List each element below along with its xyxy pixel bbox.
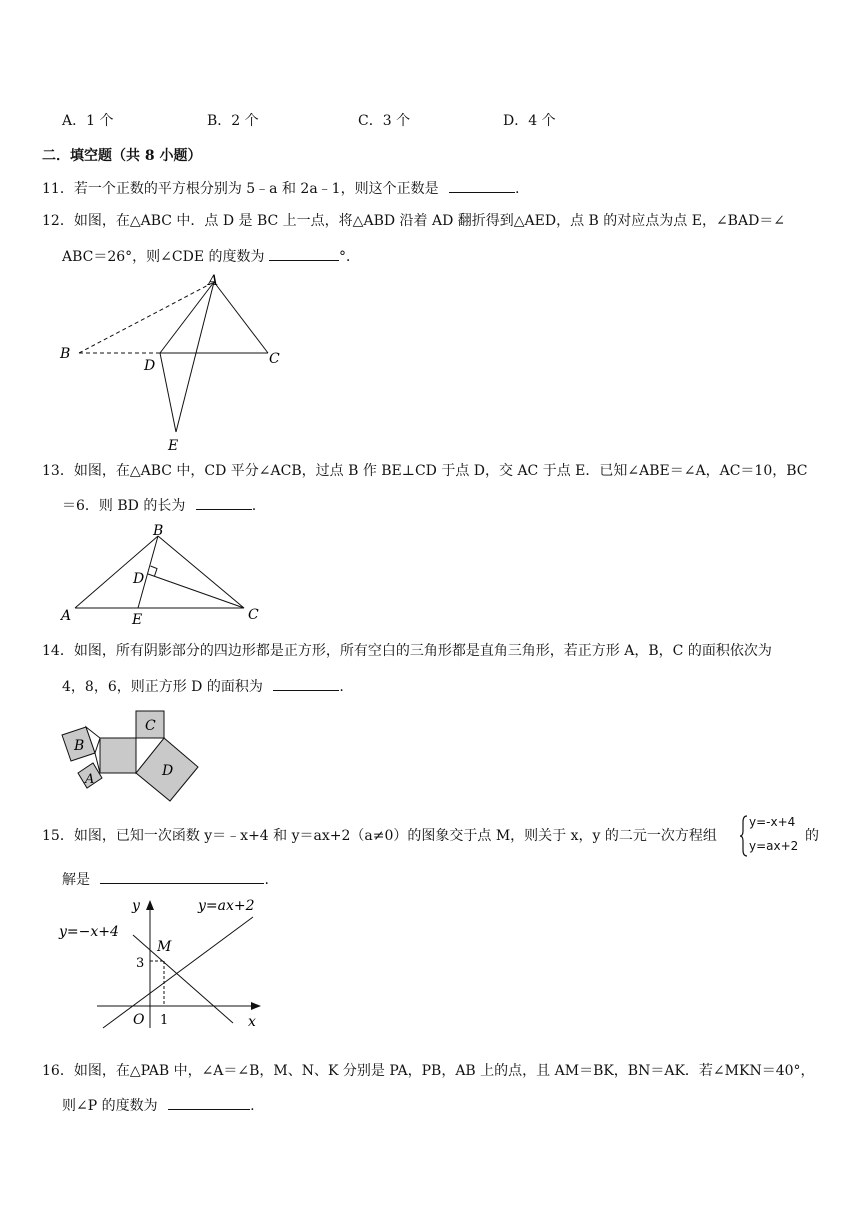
- label-C: C: [269, 351, 280, 367]
- label-C: C: [145, 718, 156, 734]
- label-A: A: [61, 608, 72, 624]
- line-y-neg-x-plus-4: [133, 935, 233, 1023]
- equation-1: y=-x+4: [749, 815, 796, 829]
- question-11-text: 11．若一个正数的平方根分别为 5﹣a 和 2a﹣1，则这个正数是: [42, 181, 439, 197]
- point-M-label: M: [157, 939, 172, 955]
- x-axis-arrow: [251, 1002, 261, 1010]
- question-16-end: .: [250, 1098, 255, 1114]
- origin-label: O: [133, 1012, 145, 1028]
- question-12-line2: [62, 246, 360, 267]
- option-b: B．2 个: [207, 113, 259, 129]
- figure-12: [52, 270, 292, 455]
- question-15-line1-tail: 的: [805, 828, 819, 844]
- question-13-line2-text: ＝6．则 BD 的长为: [62, 498, 186, 514]
- question-12-line1: 12．如图，在△ABC 中．点 D 是 BC 上一点，将△ABD 沿着 AD 翻折得到△AED，点 B 的对应点为点 E，∠BAD＝∠: [42, 213, 786, 229]
- option-c: C．3 个: [358, 113, 411, 129]
- question-15-line2-text: 解是: [62, 872, 90, 888]
- y-axis-arrow: [146, 900, 154, 910]
- segment-AD: [160, 282, 214, 353]
- segment-DC: [148, 574, 244, 608]
- option-a: A．1 个: [62, 113, 114, 129]
- right-angle-mark: [151, 566, 158, 576]
- label-A: A: [208, 273, 219, 289]
- label-B: B: [74, 738, 85, 754]
- line-2-label: y=ax+2: [198, 898, 255, 914]
- equation-2: y=ax+2: [749, 839, 799, 853]
- label-B: B: [60, 346, 71, 362]
- segment-AB: [75, 536, 158, 608]
- question-11-end: .: [515, 181, 520, 197]
- label-D: D: [162, 763, 174, 779]
- label-A: A: [85, 772, 95, 787]
- label-E: E: [132, 612, 143, 628]
- question-14-line2-text: 4，8，6，则正方形 D 的面积为: [62, 679, 263, 695]
- answer-blank-12[interactable]: [269, 246, 339, 261]
- label-D: D: [144, 358, 156, 374]
- line-y-ax-plus-2: [103, 917, 253, 1028]
- question-14-line2: [62, 676, 344, 697]
- question-13-line2: [62, 495, 256, 516]
- question-16-line2: [62, 1095, 255, 1116]
- segment-AE: [176, 282, 214, 432]
- question-14-end: .: [339, 679, 344, 695]
- figure-13: [52, 522, 272, 630]
- option-d: D．4 个: [503, 113, 556, 129]
- question-14-line1: 14．如图，所有阴影部分的四边形都是正方形，所有空白的三角形都是直角三角形，若正方形 A，B，C 的面积依次为: [42, 643, 772, 659]
- segment-BA: [79, 282, 214, 353]
- answer-blank-15[interactable]: [100, 869, 264, 884]
- question-12-end: °．: [338, 249, 360, 265]
- label-D: D: [133, 571, 145, 587]
- left-brace: [740, 816, 747, 856]
- question-15-line2: [62, 869, 269, 890]
- segment-DE: [160, 353, 176, 432]
- segment-AC: [214, 282, 268, 353]
- line-1-label: y=−x+4: [59, 924, 119, 940]
- segment-BC: [158, 536, 244, 608]
- label-E: E: [168, 438, 179, 454]
- label-B: B: [153, 523, 164, 539]
- middle-square: [100, 738, 136, 773]
- question-16-line1: 16．如图，在△PAB 中，∠A＝∠B，M、N、K 分别是 PA，PB，AB 上的点，且 AM＝BK，BN＝AK．若∠MKN＝40°，: [42, 1063, 815, 1079]
- tick-y-label: 3: [136, 956, 145, 971]
- answer-blank-14[interactable]: [273, 676, 339, 691]
- tick-x-label: 1: [160, 1013, 169, 1028]
- answer-blank-16[interactable]: [168, 1095, 250, 1110]
- equation-system: [739, 812, 819, 860]
- section-heading: 二．填空题（共 8 小题）: [42, 148, 202, 164]
- y-axis-label: y: [132, 898, 140, 914]
- question-15-line1: 15．如图，已知一次函数 y＝﹣x+4 和 y＝ax+2（a≠0）的图象交于点 M，则关于 x，y 的二元一次方程组: [42, 828, 717, 844]
- figure-15: [55, 895, 275, 1035]
- question-15-end: .: [264, 872, 269, 888]
- question-13-end: .: [251, 498, 257, 514]
- label-C: C: [248, 607, 259, 623]
- question-12-line2-text: ABC＝26°，则∠CDE 的度数为: [62, 249, 265, 265]
- answer-blank-11[interactable]: [449, 178, 515, 193]
- figure-14: [52, 705, 212, 805]
- x-axis-label: x: [248, 1014, 256, 1030]
- question-13-line1: 13．如图，在△ABC 中，CD 平分∠ACB，过点 B 作 BE⊥CD 于点 D，交 AC 于点 E．已知∠ABE＝∠A，AC＝10，BC: [42, 463, 808, 479]
- answer-blank-13[interactable]: [196, 495, 252, 510]
- question-16-line2-text: 则∠P 的度数为: [62, 1098, 158, 1114]
- question-11: [42, 178, 520, 199]
